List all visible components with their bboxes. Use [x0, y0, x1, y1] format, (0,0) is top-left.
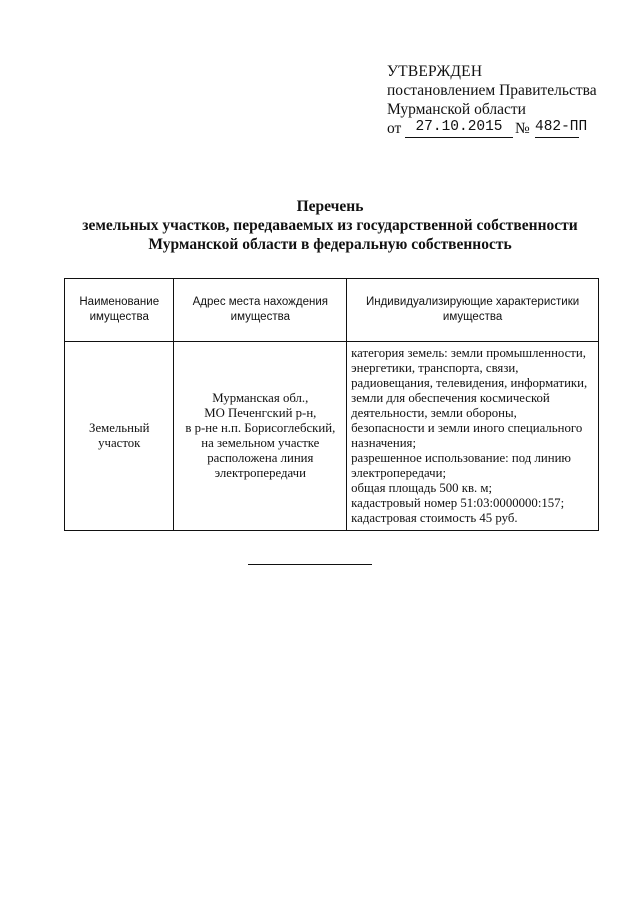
header-name-line: имущества — [89, 311, 149, 323]
approval-block — [387, 62, 627, 139]
approval-line-2: Мурманской области — [387, 101, 526, 118]
cell-line: энергетики, транспорта, связи, — [351, 361, 519, 375]
approval-line-1: постановлением Правительства — [387, 82, 597, 99]
cell-line: безопасности и земли иного специального — [351, 421, 583, 435]
cell-line: электропередачи — [214, 466, 306, 480]
header-address-line: имущества — [230, 311, 290, 323]
header-name-line: Наименование — [79, 296, 160, 308]
header-characteristics — [347, 279, 599, 342]
cell-line: радиовещания, телевидения, информатики, — [351, 376, 588, 390]
header-characteristics-line: Индивидуализирующие характеристики — [365, 296, 580, 308]
number-label: № — [515, 120, 530, 137]
title-line-1: Перечень — [296, 198, 364, 215]
cell-line: расположена линия — [207, 451, 314, 465]
cell-line: кадастровая стоимость 45 руб. — [351, 511, 518, 525]
cell-line: назначения; — [351, 436, 416, 450]
table-header-row — [65, 279, 599, 342]
header-name — [65, 279, 174, 342]
document-title — [60, 197, 600, 254]
cell-line: на земельном участке — [201, 436, 320, 450]
title-line-3: Мурманской области в федеральную собственность — [148, 236, 512, 253]
cell-line: земли для обеспечения космической — [351, 391, 550, 405]
approval-number: 482-ПП — [535, 118, 579, 138]
table-row — [65, 342, 599, 531]
land-plots-table — [64, 278, 599, 531]
cell-address — [174, 342, 347, 531]
header-address — [174, 279, 347, 342]
date-label: от — [387, 120, 402, 137]
cell-line: электропередачи; — [351, 466, 447, 480]
cell-name — [65, 342, 174, 531]
cell-line: участок — [98, 436, 141, 450]
cell-line: кадастровый номер 51:03:0000000:157; — [351, 496, 565, 510]
end-divider — [248, 564, 372, 565]
title-line-2: земельных участков, передаваемых из государственной собственности — [82, 217, 578, 234]
cell-characteristics — [347, 342, 599, 531]
cell-line: Мурманская обл., — [212, 391, 309, 405]
approval-date-line — [387, 119, 627, 139]
cell-line: деятельности, земли обороны, — [351, 406, 517, 420]
cell-line: в р-не н.п. Борисоглебский, — [185, 421, 336, 435]
header-address-line: Адрес места нахождения — [192, 296, 328, 308]
approval-date: 27.10.2015 — [405, 118, 513, 138]
cell-line: МО Печенгский р-н, — [204, 406, 317, 420]
approval-title: УТВЕРЖДЕН — [387, 63, 483, 80]
cell-line: категория земель: земли промышленности, — [351, 346, 586, 360]
cell-line: разрешенное использование: под линию — [351, 451, 571, 465]
cell-line: Земельный — [89, 421, 150, 435]
header-characteristics-line: имущества — [442, 311, 503, 323]
cell-line: общая площадь 500 кв. м; — [351, 481, 493, 495]
